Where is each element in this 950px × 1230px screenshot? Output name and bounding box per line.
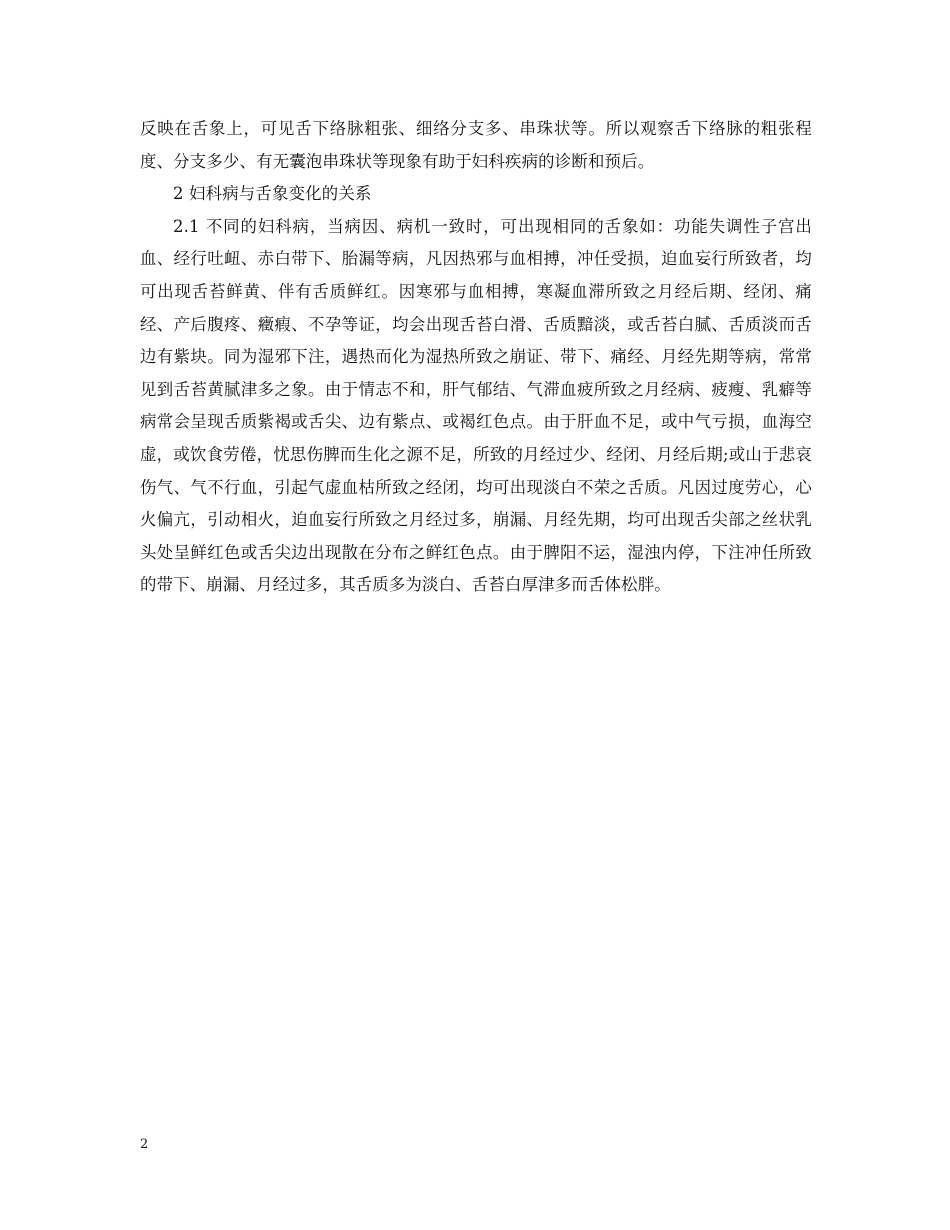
paragraph-section-2-1: 2.1 不同的妇科病，当病因、病机一致时，可出现相同的舌象如：功能失调性子宫出血、经行吐衄、赤白带下、胎漏等病，凡因热邪与血相搏，冲任受损，迫血妄行所致者，均可出现舌苔鲜黄、伴有舌质鲜红。因寒邪与血相搏，寒凝血滞所致之月经后期、经闭、痛经、产后腹疼、癥瘕、不孕等证，均会出现舌苔白滑、舌质黯淡，或舌苔白腻、舌质淡而舌边有紫块。同为湿邪下注，遇热而化为湿热所致之崩证、带下、痛经、月经先期等病，常常见到舌苔黄腻津多之象。由于情志不和，肝气郁结、气滞血疲所致之月经病、疲瘦、乳癖等病常会呈现舌质紫褐或舌尖、边有紫点、或褐红色点。由于肝血不足，或中气亏损，血海空虚，或饮食劳倦，忧思伤脾而生化之源不足，所致的月经过少、经闭、月经后期;或山于悲哀伤气、气不行血，引起气虚血枯所致之经闭，均可出现淡白不荣之舌质。凡因过度劳心，心火偏亢，引动相火，迫血妄行所致之月经过多，崩漏、月经先期，均可出现舌尖部之丝状乳头处呈鲜红色或舌尖边出现散在分布之鲜红色点。由于脾阳不运，湿浊内停，下注冲任所致的带下、崩漏、月经过多，其舌质多为淡白、舌苔白厚津多而舌体松胖。	[140, 216, 812, 595]
document-body	[140, 113, 812, 602]
section-heading: 2 妇科病与舌象变化的关系	[173, 184, 372, 204]
paragraph-continuation: 反映在舌象上，可见舌下络脉粗张、细络分支多、串珠状等。所以观察舌下络脉的粗张程度、分支多少、有无囊泡串珠状等现象有助于妇科疾病的诊断和预后。	[140, 119, 812, 171]
page-number: 2	[140, 1137, 149, 1152]
